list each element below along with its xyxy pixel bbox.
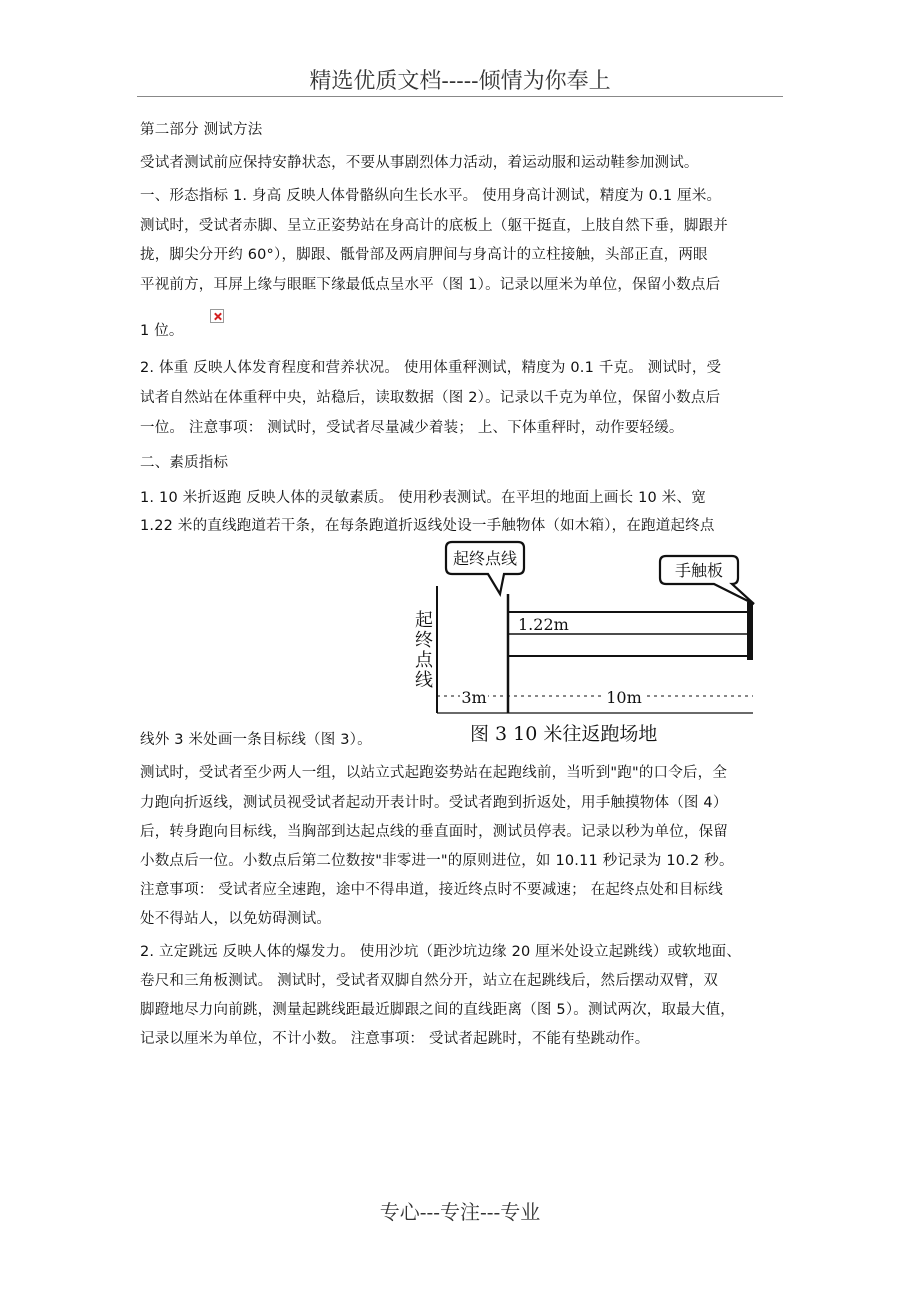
shuttle-after-figure: 线外 3 米处画一条目标线（图 3）。 <box>140 732 372 748</box>
lane-width-label: 1.22m <box>518 615 569 634</box>
shuttle-test-line-4: 小数点后一位。小数点后第二位数按"非零进一"的原则进位，如 10.11 秒记录为 10.2 秒。 <box>140 853 734 869</box>
jump-line-4: 记录以厘米为单位，不计小数。 注意事项： 受试者起跳时，不能有垫跳动作。 <box>140 1031 650 1047</box>
section-title: 第二部分 测试方法 <box>140 122 263 138</box>
quality-title: 二、素质指标 <box>140 455 229 471</box>
dist-3m-label: 3m <box>461 688 487 707</box>
height-line-4: 平视前方，耳屏上缘与眼眶下缘最低点呈水平（图 1）。记录以厘米为单位，保留小数点后 <box>140 277 721 293</box>
page-header-title: 精选优质文档-----倾情为你奉上 <box>309 69 611 94</box>
callout-board-text: 手触板 <box>674 561 724 580</box>
vertical-label-3: 点 <box>415 650 433 671</box>
broken-image-icon <box>210 309 224 323</box>
shuttle-test-line-6: 处不得站人，以免妨碍测试。 <box>140 911 332 927</box>
shuttle-test-line-5: 注意事项： 受试者应全速跑，途中不得串道，接近终点时不要减速； 在起终点处和目标线 <box>140 882 723 898</box>
jump-line-1: 2. 立定跳远 反映人体的爆发力。 使用沙坑（距沙坑边缘 20 厘米处设立起跳线）或软地面、 <box>140 944 742 960</box>
vertical-label-4: 线 <box>415 670 433 691</box>
figure-caption: 图 3 10 米往返跑场地 <box>470 723 658 745</box>
weight-line-2: 试者自然站在体重秤中央，站稳后，读取数据（图 2）。记录以千克为单位，保留小数点后 <box>140 390 721 406</box>
shuttle-line-1: 1. 10 米折返跑 反映人体的灵敏素质。 使用秒表测试。在平坦的地面上画长 10 米、宽 <box>140 490 706 506</box>
vertical-label-2: 终 <box>415 630 433 651</box>
weight-line-3: 一位。 注意事项： 测试时，受试者尽量减少着装； 上、下体重秤时，动作要轻缓。 <box>140 420 684 436</box>
shuttle-test-line-2: 力跑向折返线，测试员视受试者起动开表计时。受试者跑到折返处，用手触摸物体（图 4） <box>140 795 728 811</box>
shuttle-line-2: 1.22 米的直线跑道若干条，在每条跑道折返线处设一手触物体（如木箱），在跑道起终点 <box>140 518 715 534</box>
height-line-2: 测试时，受试者赤脚、呈立正姿势站在身高计的底板上（躯干挺直，上肢自然下垂，脚跟并 <box>140 218 728 234</box>
callout-start-text: 起终点线 <box>452 549 518 568</box>
height-line-1: 一、形态指标 1. 身高 反映人体骨骼纵向生长水平。 使用身高计测试，精度为 0.1 厘米。 <box>140 188 722 204</box>
vertical-label-1: 起 <box>415 610 433 631</box>
page-footer: 专心---专注---专业 <box>379 1200 541 1224</box>
dist-10m-label: 10m <box>606 688 642 707</box>
weight-line-1: 2. 体重 反映人体发育程度和营养状况。 使用体重秤测试，精度为 0.1 千克。 测试时，受 <box>140 360 722 376</box>
height-line-3: 拢，脚尖分开约 60°），脚跟、骶骨部及两肩胛间与身高计的立柱接触，头部正直，两眼 <box>140 247 708 263</box>
header-rule <box>137 96 783 97</box>
jump-line-2: 卷尺和三角板测试。 测试时，受试者双脚自然分开，站立在起跳线后，然后摆动双臂，双 <box>140 973 719 989</box>
height-line-5: 1 位。 <box>140 323 184 339</box>
intro-paragraph: 受试者测试前应保持安静状态，不要从事剧烈体力活动，着运动服和运动鞋参加测试。 <box>140 155 699 171</box>
figure-3-court-diagram <box>408 538 768 748</box>
jump-line-3: 脚蹬地尽力向前跳，测量起跳线距最近脚跟之间的直线距离（图 5）。测试两次，取最大值， <box>140 1002 735 1018</box>
shuttle-test-line-1: 测试时，受试者至少两人一组，以站立式起跑姿势站在起跑线前，当听到"跑"的口令后，全 <box>140 765 728 781</box>
touch-board <box>747 602 753 660</box>
shuttle-test-line-3: 后，转身跑向目标线，当胸部到达起点线的垂直面时，测试员停表。记录以秒为单位，保留 <box>140 824 728 840</box>
